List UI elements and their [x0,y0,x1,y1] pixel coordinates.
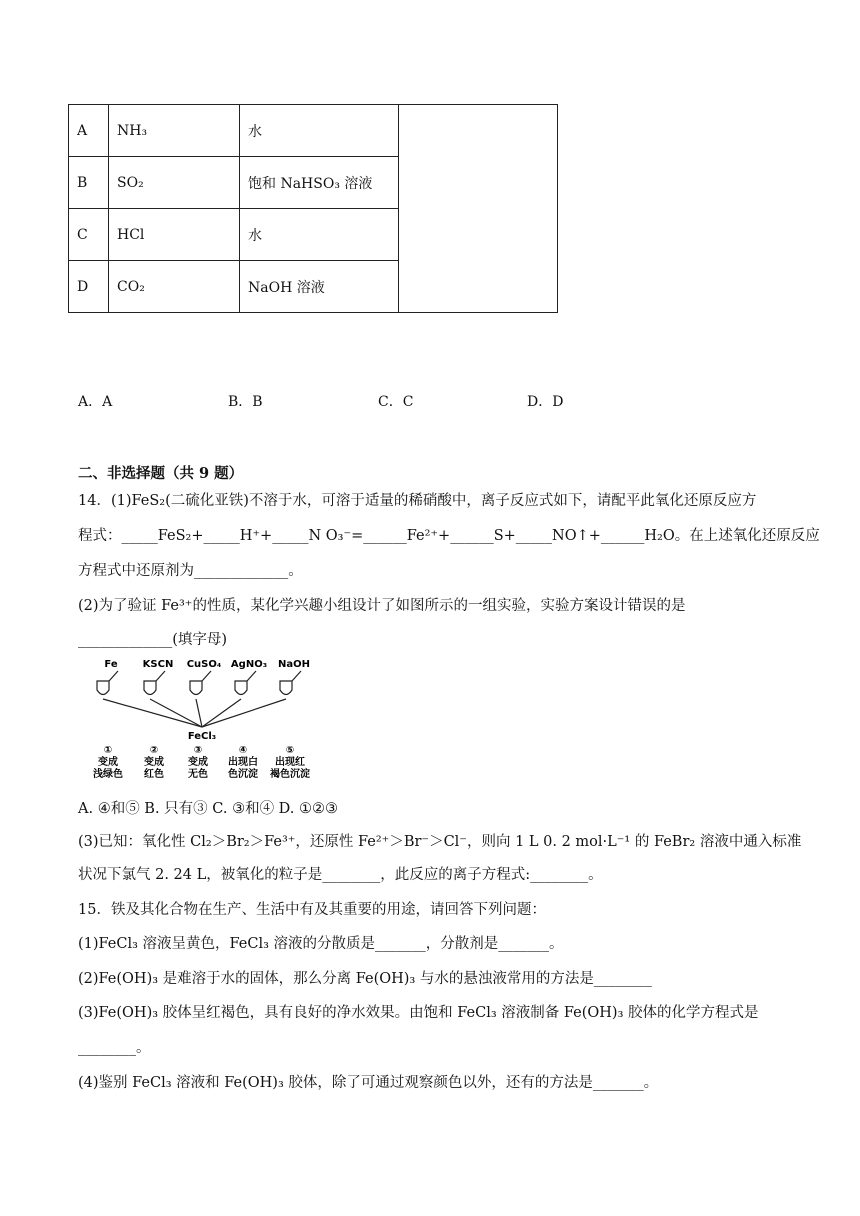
result-number: ③ [193,745,203,756]
result-text: 浅绿色 [93,769,123,780]
option-letter: B [69,157,109,209]
liquid-cell: 水 [240,105,399,157]
center-reagent: FeCl₃ [187,731,217,742]
q14-p1-line2: 程式：_____FeS₂+_____H⁺+_____N O₃⁻=______Fe²⁺+______S+_____NO↑+______H₂O。在上述氧化还原反应 [78,528,820,544]
liquid-cell: 饱和 NaHSO₃ 溶液 [240,157,399,209]
options-table [68,104,558,313]
q14-p2-line1: (2)为了验证 Fe³⁺的性质，某化学兴趣小组设计了如图所示的一组实验，实验方案设计错误的是 [78,598,686,614]
blank-figure-cell [399,105,558,313]
q14-p1-line1: 14．(1)FeS₂(二硫化亚铁)不溶于水，可溶于适量的稀硝酸中，离子反应式如下，请配平此氧化还原反应方 [78,493,757,509]
choice-b: B．B [228,394,263,410]
option-letter: A [69,105,109,157]
table-row [69,105,558,157]
gas-cell: CO₂ [109,261,240,313]
reagent-label: Fe [104,659,118,670]
gas-cell: NH₃ [109,105,240,157]
choice-c: C．C [378,394,414,410]
result-text: 变成 [98,757,118,768]
q14-p3-line1: (3)已知：氧化性 Cl₂＞Br₂＞Fe³⁺，还原性 Fe²⁺＞Br⁻＞Cl⁻，则向 1 L 0. 2 mol·L⁻¹ 的 FeBr₂ 溶液中通入标准 [78,834,802,850]
result-text: 变成 [144,757,164,768]
gas-cell: HCl [109,209,240,261]
q15-p2: (2)Fe(OH)₃ 是难溶于水的固体，那么分离 Fe(OH)₃ 与水的悬浊液常用的方法是________ [78,971,652,987]
q15-intro: 15．铁及其化合物在生产、生活中有及其重要的用途，请回答下列问题： [78,902,546,918]
result-text: 色沉淀 [228,769,258,780]
experiment-figure [78,657,318,781]
reagent-label: AgNO₃ [230,659,268,670]
result-number: ④ [238,745,248,756]
q15-p4: (4)鉴别 FeCl₃ 溶液和 Fe(OH)₃ 胶体，除了可通过观察颜色以外，还有的方法是_______。 [78,1075,659,1091]
choice-d: D．D [527,394,564,410]
result-text: 褐色沉淀 [270,769,310,780]
choice-a: A．A [78,394,113,410]
q14-p3-line2: 状况下氯气 2. 24 L，被氧化的粒子是________，此反应的离子方程式:________。 [78,867,603,883]
q14-p1-line3: 方程式中还原剂为_____________。 [78,563,303,579]
result-number: ⑤ [285,745,295,756]
result-text: 红色 [144,769,164,780]
result-text: 变成 [188,757,208,768]
option-letter: C [69,209,109,261]
result-text: 无色 [188,769,208,780]
dropper-icons [97,671,301,727]
liquid-cell: 水 [240,209,399,261]
q15-p1: (1)FeCl₃ 溶液呈黄色，FeCl₃ 溶液的分散质是_______，分散剂是_______。 [78,936,564,952]
section-title: 二、非选择题（共 9 题） [78,465,244,482]
reagent-label: CuSO₄ [186,659,222,670]
q14-p2-options: A. ④和⑤ B. 只有③ C. ③和④ D. ①②③ [78,801,339,817]
reagent-label: NaOH [278,659,310,670]
gas-cell: SO₂ [109,157,240,209]
q15-p3-line2: ________。 [78,1040,151,1056]
liquid-cell: NaOH 溶液 [240,261,399,313]
q14-p2-line2: _____________(填字母) [78,632,228,648]
option-letter: D [69,261,109,313]
reagent-label: KSCN [142,659,174,670]
result-text: 出现白 [228,757,258,768]
result-number: ① [103,745,113,756]
q15-p3-line1: (3)Fe(OH)₃ 胶体呈红褐色，具有良好的净水效果。由饱和 FeCl₃ 溶液制备 Fe(OH)₃ 胶体的化学方程式是 [78,1005,759,1021]
result-number: ② [149,745,159,756]
result-text: 出现红 [275,757,305,768]
